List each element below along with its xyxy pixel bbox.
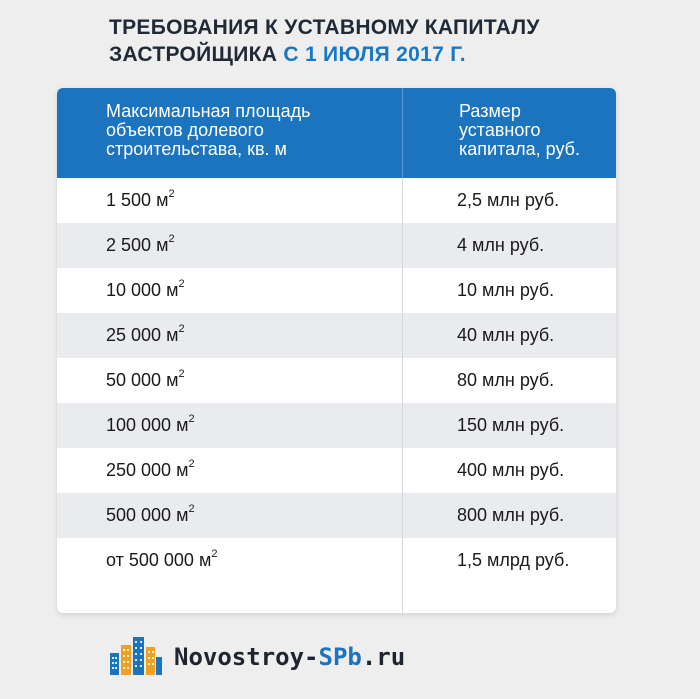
header-area-line-3: строительстава, кв. м [106,139,287,159]
area-value: 1 500 [106,190,152,210]
header-area-line-1: Максимальная площадь [106,101,311,121]
table-header [57,88,616,178]
capital-cell: 1,5 млрд руб. [457,550,570,570]
table-row [57,538,616,583]
logo-text-dark: Novostroy- [174,643,319,671]
area-unit: м [176,415,189,435]
logo-text-suffix: .ru [361,643,406,671]
area-unit-power: 2 [188,503,195,515]
capital-cell: 150 млн руб. [457,415,565,435]
area-value: 50 000 [106,370,162,390]
buildings-icon [110,637,162,675]
area-cell [106,178,175,223]
capital-cell: 2,5 млн руб. [457,190,560,210]
area-unit-power: 2 [188,413,195,425]
area-value: 2 500 [106,235,152,255]
area-cell [106,223,175,268]
header-area-line-2: объектов долевого [106,120,264,140]
capital-cell: 80 млн руб. [457,370,555,390]
area-unit: м [198,550,212,570]
capital-cell: 4 млн руб. [457,235,545,255]
logo-text-blue: SPb [318,643,362,671]
area-unit-power: 2 [211,548,218,560]
area-unit-power: 2 [168,188,175,200]
title-line-2 [109,41,540,68]
capital-cell: 800 млн руб. [457,505,565,525]
header-capital-line-2: уставного [459,120,541,140]
area-cell [106,538,217,583]
title-line-1: ТРЕБОВАНИЯ К УСТАВНОМУ КАПИТАЛУ [109,16,540,39]
area-unit: м [156,235,169,255]
table-row [57,223,616,268]
table-row [57,178,616,223]
header-capital [459,102,609,159]
logo-wordmark [174,642,405,672]
table-row [57,358,616,403]
table-row [57,448,616,493]
area-cell [106,448,195,493]
area-unit: м [176,460,189,480]
title-line-2-main: ЗАСТРОЙЩИКА [109,43,284,66]
header-divider [402,88,403,178]
page-title [109,14,540,68]
area-unit: м [176,505,189,525]
header-capital-line-3: капитала, руб. [459,139,580,159]
area-unit-power: 2 [168,233,175,245]
header-capital-line-1: Размер [459,101,521,121]
capital-cell: 40 млн руб. [457,325,555,345]
area-cell [106,358,185,403]
capital-table [57,88,616,613]
area-value: 250 000 [106,460,172,480]
area-value: 25 000 [106,325,162,345]
capital-cell: 10 млн руб. [457,280,555,300]
area-cell [106,493,195,538]
area-unit-power: 2 [178,323,185,335]
area-value: 10 000 [106,280,162,300]
area-unit: м [166,325,179,345]
area-cell [106,268,185,313]
area-unit: м [156,190,169,210]
table-row [57,313,616,358]
area-unit-power: 2 [188,458,195,470]
area-cell [106,403,195,448]
table-row [57,493,616,538]
area-unit-power: 2 [178,278,185,290]
area-cell [106,313,185,358]
area-unit: м [166,370,179,390]
header-area [106,102,396,159]
column-divider [402,178,403,613]
table-row [57,268,616,313]
title-date-accent: С 1 ИЮЛЯ 2017 Г. [283,43,466,66]
area-unit-power: 2 [178,368,185,380]
area-value: от 500 000 [106,550,194,570]
capital-cell: 400 млн руб. [457,460,565,480]
area-value: 100 000 [106,415,172,435]
table-row [57,403,616,448]
area-value: 500 000 [106,505,172,525]
area-unit: м [166,280,179,300]
